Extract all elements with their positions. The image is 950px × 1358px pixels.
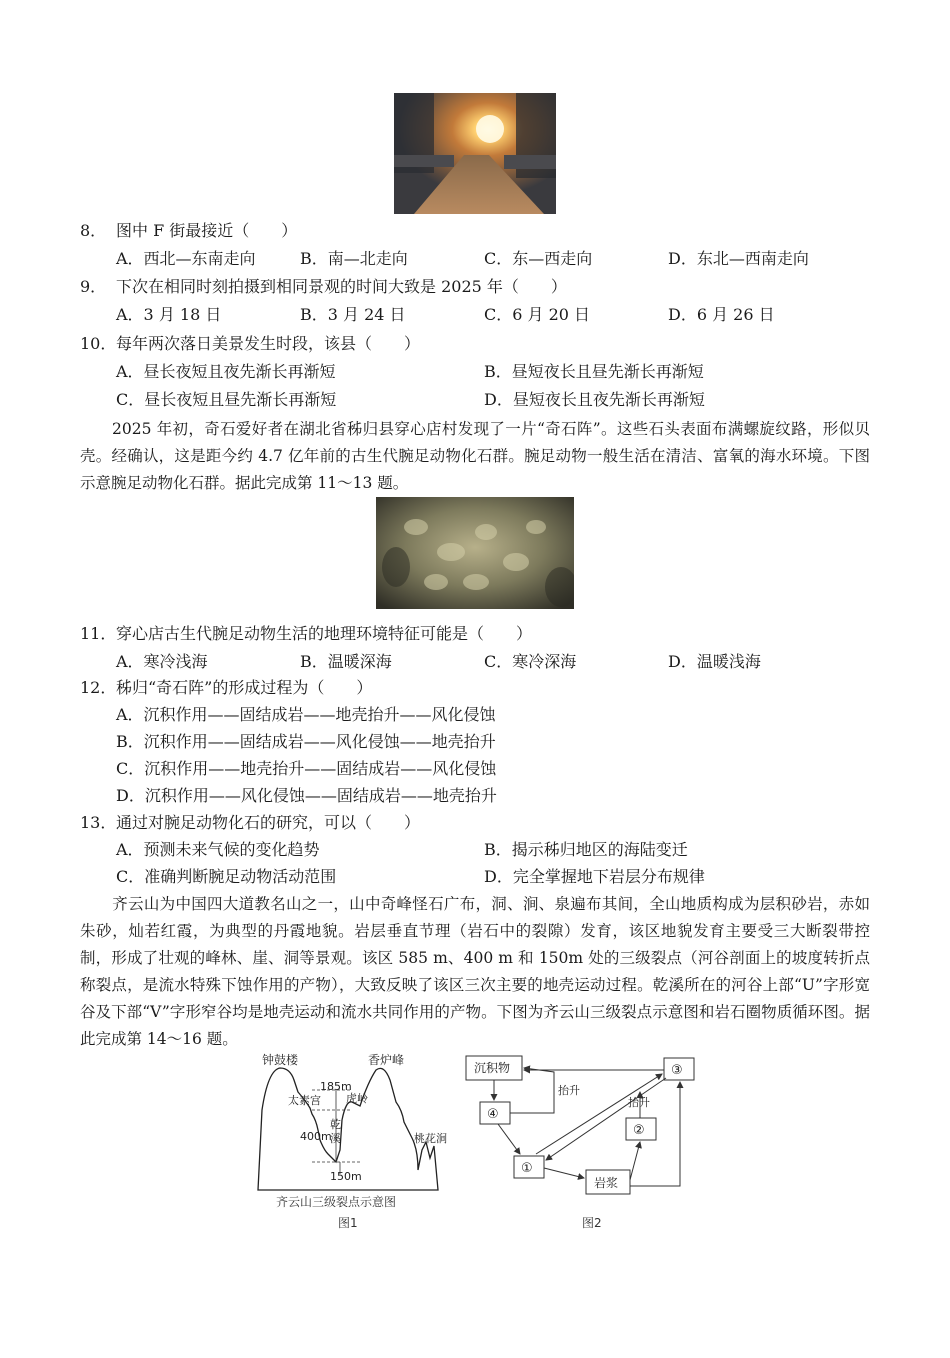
label-huling: 虎岭 <box>346 1092 368 1105</box>
question-12-option-d[interactable]: D．沉积作用——风化侵蚀——固结成岩——地壳抬升 <box>116 786 497 805</box>
question-10-option-c[interactable]: C．昼长夜短且昼先渐长再渐短 <box>116 390 337 409</box>
question-9-option-c[interactable]: C．6 月 20 日 <box>484 305 591 324</box>
question-11-option-d[interactable]: D．温暖浅海 <box>668 652 761 671</box>
question-10-stem: 10．每年两次落日美景发生时段，该县（ ） <box>80 334 421 353</box>
label-3: ③ <box>671 1063 683 1078</box>
label-uplift-1: 抬升 <box>558 1084 580 1097</box>
question-9-option-d[interactable]: D．6 月 26 日 <box>668 305 775 324</box>
passage-qiyunshan: 齐云山为中国四大道教名山之一，山中奇峰怪石广布，洞、涧、泉遍布其间，全山地质构成为层积砂岩，赤如朱砂，灿若红霞，为典型的丹霞地貌。岩层垂直节理（岩石中的裂隙）发育，该区地貌发育主要受三大断裂带控制，形成了壮观的峰林、崖、洞等景观。该区 585 m、400 m 和 150m 处的三级裂点（河谷剖面上的坡度转折点称裂点，是流水特殊下蚀作用的产物），大致反映了该区三次主要的地壳运动过程。乾溪所在的河谷上部“U”字形宽谷及下部“V”字形窄谷均是地壳运动和流水共同作用的产物。下图为齐云山三级裂点示意图和岩石圈物质循环图。据此完成第 14～16 题。 <box>80 895 870 1048</box>
question-13-option-c[interactable]: C．准确判断腕足动物活动范围 <box>116 867 337 886</box>
question-13-option-a[interactable]: A．预测未来气候的变化趋势 <box>116 840 320 859</box>
label-150m: 150m <box>330 1170 362 1183</box>
label-400m: 400m <box>300 1130 332 1143</box>
question-11-option-a[interactable]: A．寒冷浅海 <box>116 652 208 671</box>
question-10-option-d[interactable]: D．昼短夜长且夜先渐长再渐短 <box>484 390 705 409</box>
question-13-stem: 13．通过对腕足动物化石的研究，可以（ ） <box>80 813 421 832</box>
question-12-stem: 12．秭归“奇石阵”的形成过程为（ ） <box>80 678 373 697</box>
question-8-stem: 8． 图中 F 街最接近（ ） <box>80 221 298 240</box>
figure-2-title: 图2 <box>582 1216 602 1230</box>
question-12-option-b[interactable]: B．沉积作用——固结成岩——风化侵蚀——地壳抬升 <box>116 732 496 751</box>
question-11-option-c[interactable]: C．寒冷深海 <box>484 652 577 671</box>
label-xianglufeng: 香炉峰 <box>368 1053 405 1067</box>
question-11-stem: 11．穿心店古生代腕足动物生活的地理环境特征可能是（ ） <box>80 624 533 643</box>
question-9-stem: 9． 下次在相同时刻拍摄到相同景观的时间大致是 2025 年（ ） <box>80 277 567 296</box>
label-qianxi: 乾溪 <box>330 1118 341 1145</box>
figure-1-caption: 齐云山三级裂点示意图 <box>276 1195 397 1209</box>
question-8-option-c[interactable]: C．东—西走向 <box>484 249 593 268</box>
label-taisugong: 太素宫 <box>288 1094 321 1107</box>
label-2: ② <box>633 1123 645 1138</box>
label-zhongulou: 钟鼓楼 <box>262 1053 299 1067</box>
question-11-option-b[interactable]: B．温暖深海 <box>300 652 392 671</box>
label-uplift-2: 抬升 <box>628 1096 650 1109</box>
label-4: ④ <box>487 1107 499 1122</box>
brachiopod-fossil-photo <box>376 497 574 609</box>
question-12-option-c[interactable]: C．沉积作用——地壳抬升——固结成岩——风化侵蚀 <box>116 759 497 778</box>
question-8-option-d[interactable]: D．东北—西南走向 <box>668 249 809 268</box>
figure-1-title: 图1 <box>338 1216 358 1230</box>
question-13-option-d[interactable]: D．完全掌握地下岩层分布规律 <box>484 867 705 886</box>
question-9-option-a[interactable]: A．3 月 18 日 <box>116 305 222 324</box>
question-13-option-b[interactable]: B．揭示秭归地区的海陆变迁 <box>484 840 688 859</box>
sunset-street-photo <box>394 93 556 214</box>
label-taohuajian: 桃花涧 <box>414 1132 447 1145</box>
question-10-option-b[interactable]: B．昼短夜长且昼先渐长再渐短 <box>484 362 704 381</box>
question-9-option-b[interactable]: B．3 月 24 日 <box>300 305 406 324</box>
question-12-option-a[interactable]: A．沉积作用——固结成岩——地壳抬升——风化侵蚀 <box>116 705 496 724</box>
label-sediment: 沉积物 <box>474 1061 511 1075</box>
question-8-option-b[interactable]: B．南—北走向 <box>300 249 408 268</box>
label-magma: 岩浆 <box>594 1176 619 1190</box>
passage-fossils: 2025 年初，奇石爱好者在湖北省秭归县穿心店村发现了一片“奇石阵”。这些石头表面布满螺旋纹路，形似贝壳。经确认，这是距今约 4.7 亿年前的古生代腕足动物化石群。腕足动物一般生活在清洁、富氧的海水环境。下图示意腕足动物化石群。据此完成第 11～13 题。 <box>80 420 870 492</box>
figure-2-rock-cycle-diagram <box>462 1052 702 1202</box>
question-10-option-a[interactable]: A．昼长夜短且夜先渐长再渐短 <box>116 362 336 381</box>
question-8-option-a[interactable]: A．西北—东南走向 <box>116 249 256 268</box>
label-1: ① <box>521 1161 533 1176</box>
label-185m: 185m <box>320 1080 352 1093</box>
